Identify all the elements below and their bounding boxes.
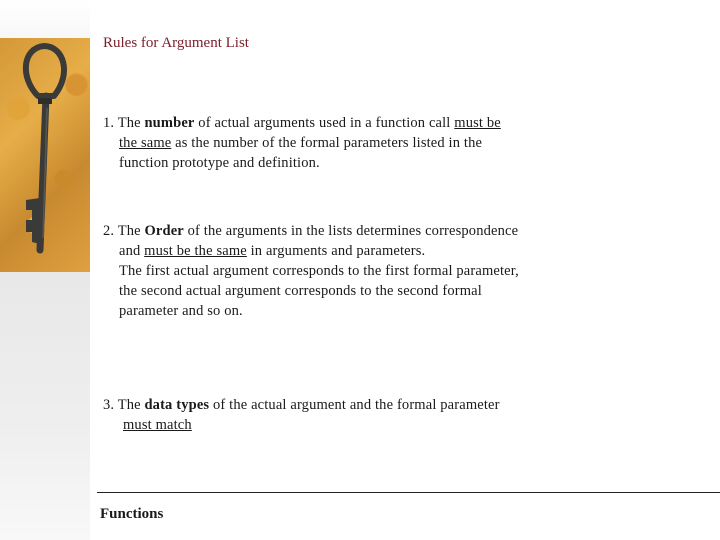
rule-1-line-1: 1. The number of actual arguments used in a function call must be (103, 115, 501, 131)
footer-label: Functions (100, 506, 164, 522)
key-photo (0, 38, 90, 272)
footer-divider (97, 492, 720, 493)
rule-3 (103, 395, 500, 435)
rule-2-line-5: parameter and so on. (119, 303, 243, 319)
rule-1-line-2: the same as the number of the formal parameters listed in the (119, 135, 483, 151)
rule-2-line-2: and must be the same in arguments and parameters. (119, 243, 426, 259)
rule-2 (103, 221, 519, 321)
rule-3-line-2: must match (123, 417, 192, 433)
key-icon (0, 38, 90, 272)
rule-2-line-1: 2. The Order of the arguments in the lists determines correspondence (103, 223, 519, 239)
rule-1 (103, 113, 501, 173)
rule-3-line-1: 3. The data types of the actual argument and the formal parameter (103, 397, 500, 413)
rule-2-line-3: The first actual argument corresponds to the first formal parameter, (119, 263, 519, 279)
rule-2-line-4: the second actual argument corresponds to the second formal (119, 283, 482, 299)
slide-title: Rules for Argument List (103, 35, 249, 51)
rule-1-line-3: function prototype and definition. (119, 155, 320, 171)
